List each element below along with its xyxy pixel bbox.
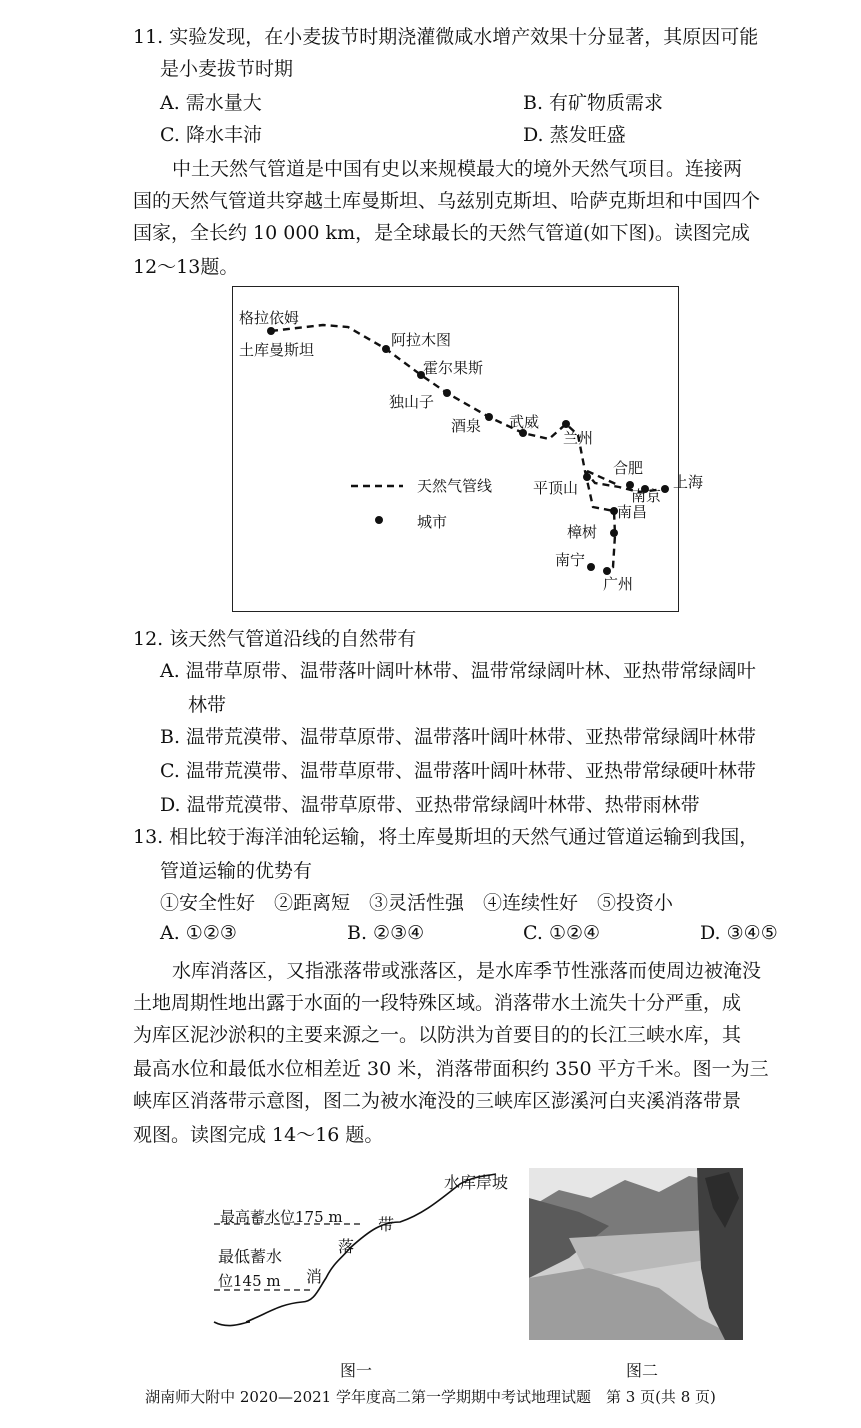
pipeline-map-svg bbox=[233, 287, 678, 611]
legend-city-dot bbox=[375, 516, 383, 524]
q11-option-c[interactable]: C. 降水丰沛 bbox=[160, 124, 262, 146]
city-dot-dushanzi bbox=[443, 389, 451, 397]
city-dot-gelayimu bbox=[267, 327, 275, 335]
passage1-line3: 国家，全长约 10 000 km，是全球最长的天然气管道(如下图)。读图完成 bbox=[133, 222, 750, 244]
map-label-jiuquan: 酒泉 bbox=[451, 417, 482, 435]
q11-stem-line1: 11. 实验发现，在小麦拔节时期浇灌微咸水增产效果十分显著，其原因可能 bbox=[133, 26, 759, 48]
label-reservoir-bank: 水库岸坡 bbox=[444, 1173, 509, 1192]
q13-stem-line1: 13. 相比较于海洋油轮运输，将土库曼斯坦的天然气通过管道运输到我国， bbox=[133, 826, 759, 848]
map-label-hefei: 合肥 bbox=[613, 459, 644, 477]
map-label-alamutu: 阿拉木图 bbox=[391, 331, 452, 349]
q11-option-d[interactable]: D. 蒸发旺盛 bbox=[523, 124, 626, 146]
q11-stem-line2: 是小麦拔节时期 bbox=[160, 58, 294, 80]
city-dot-zhangshu bbox=[610, 529, 618, 537]
map-label-nanjing: 南京 bbox=[631, 487, 662, 505]
page-footer: 湖南师大附中 2020—2021 学年度高二第一学期期中考试地理试题 第 3 页(共 8 页) bbox=[145, 1388, 716, 1406]
label-dai: 带 bbox=[378, 1215, 395, 1234]
label-lowest-level-1: 最低蓄水 bbox=[218, 1247, 283, 1266]
pipeline-map bbox=[232, 286, 704, 612]
figure-1-caption: 图一 bbox=[340, 1361, 373, 1380]
q12-option-a[interactable]: A. 温带草原带、温带落叶阔叶林带、温带常绿阔叶林、亚热带常绿阔叶 bbox=[160, 660, 756, 682]
passage1-line4: 12～13题。 bbox=[133, 256, 239, 278]
map-label-zhangshu: 樟树 bbox=[567, 523, 598, 541]
map-label-huoerguosi: 霍尔果斯 bbox=[423, 359, 484, 377]
label-highest-level: 最高蓄水位175 m bbox=[220, 1208, 343, 1226]
map-label-turkmenistan: 土库曼斯坦 bbox=[239, 341, 315, 359]
figure-2-svg bbox=[529, 1168, 743, 1340]
map-label-dushanzi: 独山子 bbox=[389, 393, 435, 411]
map-label-nanning: 南宁 bbox=[555, 551, 586, 569]
passage2-line3: 为库区泥沙淤积的主要来源之一。以防洪为首要目的的长江三峡水库，其 bbox=[133, 1024, 742, 1046]
q13-option-a[interactable]: A. ①②③ bbox=[160, 922, 237, 944]
passage2-line2: 土地周期性地出露于水面的一段特殊区域。消落带水土流失十分严重，成 bbox=[133, 992, 742, 1014]
q12-stem: 12. 该天然气管道沿线的自然带有 bbox=[133, 628, 417, 650]
q13-items: ①安全性好 ②距离短 ③灵活性强 ④连续性好 ⑤投资小 bbox=[160, 892, 674, 914]
map-label-gelayimu: 格拉依姆 bbox=[239, 309, 300, 327]
city-dot-nanning bbox=[587, 563, 595, 571]
passage2-line1: 水库消落区，又指涨落带或涨落区，是水库季节性涨落而使周边被淹没 bbox=[172, 960, 762, 982]
q12-option-c[interactable]: C. 温带荒漠带、温带草原带、温带落叶阔叶林带、亚热带常绿硬叶林带 bbox=[160, 760, 756, 782]
q12-option-b[interactable]: B. 温带荒漠带、温带草原带、温带落叶阔叶林带、亚热带常绿阔叶林带 bbox=[160, 726, 757, 748]
legend-pipeline-label: 天然气管线 bbox=[417, 477, 493, 495]
q12-option-d[interactable]: D. 温带荒漠带、温带草原带、亚热带常绿阔叶林带、热带雨林带 bbox=[160, 794, 700, 816]
city-dot-pingdingshan bbox=[583, 473, 591, 481]
q11-option-a[interactable]: A. 需水量大 bbox=[160, 92, 262, 114]
figure-1-diagram bbox=[210, 1162, 526, 1352]
reservoir-bank-slope bbox=[246, 1174, 496, 1322]
q13-option-d[interactable]: D. ③④⑤ bbox=[700, 922, 778, 944]
figure-2-caption: 图二 bbox=[626, 1361, 659, 1380]
map-label-nanchang: 南昌 bbox=[617, 503, 648, 521]
map-label-wuwei: 武威 bbox=[509, 413, 540, 431]
city-dot-alamutu bbox=[382, 345, 390, 353]
passage1-line1: 中土天然气管道是中国有史以来规模最大的境外天然气项目。连接两 bbox=[172, 158, 743, 180]
map-label-lanzhou: 兰州 bbox=[563, 429, 594, 447]
q11-option-b[interactable]: B. 有矿物质需求 bbox=[523, 92, 664, 114]
map-label-shanghai: 上海 bbox=[673, 473, 704, 491]
map-label-pingdingshan: 平顶山 bbox=[533, 479, 579, 497]
city-dot-shanghai bbox=[661, 485, 669, 493]
river-bed bbox=[214, 1322, 250, 1326]
label-luo: 落 bbox=[338, 1237, 355, 1256]
passage1-line2: 国的天然气管道共穿越土库曼斯坦、乌兹别克斯坦、哈萨克斯坦和中国四个 bbox=[133, 190, 761, 212]
passage2-line6: 观图。读图完成 14～16 题。 bbox=[133, 1124, 384, 1146]
q13-option-c[interactable]: C. ①②④ bbox=[523, 922, 601, 944]
city-dot-jiuquan bbox=[485, 413, 493, 421]
q13-stem-line2: 管道运输的优势有 bbox=[160, 860, 313, 882]
map-label-guangzhou: 广州 bbox=[603, 575, 634, 593]
label-lowest-level-2: 位145 m bbox=[218, 1272, 281, 1290]
passage2-line4: 最高水位和最低水位相差近 30 米，消落带面积约 350 平方千米。图一为三 bbox=[133, 1058, 769, 1080]
q12-option-a-cont[interactable]: 林带 bbox=[188, 694, 227, 716]
label-xiao: 消 bbox=[306, 1267, 323, 1286]
legend-city-label: 城市 bbox=[417, 513, 448, 531]
figure-2-photo bbox=[529, 1168, 743, 1340]
passage2-line5: 峡库区消落带示意图，图二为被水淹没的三峡库区澎溪河白夹溪消落带景 bbox=[133, 1090, 742, 1112]
q13-option-b[interactable]: B. ②③④ bbox=[347, 922, 425, 944]
